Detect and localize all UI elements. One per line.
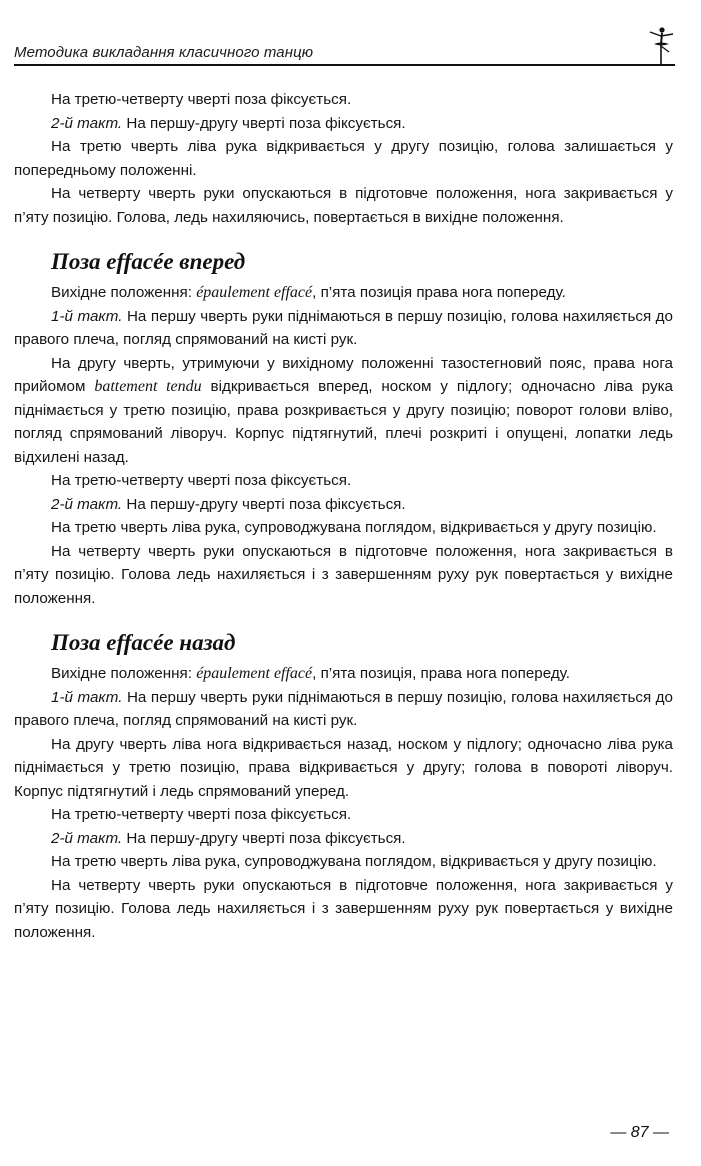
paragraph: 1-й такт. На першу чверть руки піднімаються в першу позицію, голова нахиляється до правого плеча, погляд спрямований на кисті рук.	[14, 688, 673, 729]
paragraph: Вихідне положення: épaulement effacé, п’ята позиція, права нога попереду.	[51, 665, 570, 682]
bar-label: 1-й такт.	[51, 307, 123, 325]
paragraph: На третю чверть ліва рука, супроводжувана поглядом, відкривається у другу позицію.	[51, 853, 657, 870]
paragraph: На третю-четверту чверті поза фіксується.	[51, 472, 352, 489]
paragraph: На третю-четверту чверті поза фіксується.	[51, 91, 352, 108]
section-heading-effacee-back: Поза effacée назад	[51, 630, 236, 655]
ballerina-icon	[647, 24, 675, 68]
paragraph: На четверту чверть руки опускаються в підготовче положення, нога закривається у п’яту позицію. Голова, ледь нахиляючись, повертається в вихідне положення.	[14, 185, 673, 226]
paragraph: 2-й такт. На першу-другу чверті поза фіксується.	[51, 114, 406, 132]
header-rule	[14, 64, 675, 66]
paragraph: На третю чверть ліва рука, супроводжувана поглядом, відкривається у другу позицію.	[51, 519, 657, 536]
bar-label: 2-й такт.	[51, 829, 123, 847]
paragraph: На третю-четверту чверті поза фіксується.	[51, 806, 352, 823]
running-header-title: Методика викладання класичного танцю	[14, 44, 314, 61]
paragraph: Вихідне положення: épaulement effacé, п’ята позиція права нога попереду.	[51, 284, 566, 301]
bar-label: 1-й такт.	[51, 688, 123, 706]
bar-label: 2-й такт.	[51, 495, 123, 513]
french-term: battement tendu	[94, 378, 202, 395]
paragraph: На четверту чверть руки опускаються в підготовче положення, нога закривається в п’яту позицію. Голова ледь нахиляється і з завершенням руху рук повертається у вихідне положення.	[14, 542, 673, 607]
paragraph: На другу чверть, утримуючи у вихідному положенні тазостегновий пояс, права нога прийомом battement tendu відкривається вперед, носком у підлогу; одночасно ліва рука піднімається у третю позицію, права розкривається у другу позицію; поворот голови вліво, погляд спрямований ліворуч. Корпус підтягнутий, плечі розкриті і опущені, лопатки ледь відхилені назад.	[14, 354, 674, 466]
page-number: — 87 —	[610, 1124, 669, 1141]
page-body	[14, 88, 673, 944]
paragraph: 2-й такт. На першу-другу чверті поза фіксується.	[51, 829, 406, 847]
bar-label: 2-й такт.	[51, 114, 123, 132]
paragraph: 2-й такт. На першу-другу чверті поза фіксується.	[51, 495, 406, 513]
paragraph: 1-й такт. На першу чверть руки піднімаються в першу позицію, голова нахиляється до правого плеча, погляд спрямований на кисті рук.	[14, 307, 673, 348]
paragraph: На четверту чверть руки опускаються в підготовче положення, нога закривається у п’яту позицію. Голова ледь нахиляється і з завершенням руху рук повертається у вихідне положення.	[14, 876, 673, 941]
french-term: épaulement effacé	[196, 284, 313, 301]
running-header	[14, 38, 675, 70]
french-term: épaulement effacé	[196, 665, 313, 682]
paragraph: На третю чверть ліва рука відкривається у другу позицію, голова залишається у попередньому положенні.	[14, 138, 673, 179]
section-heading-effacee-front: Поза effacée вперед	[51, 249, 246, 274]
paragraph: На другу чверть ліва нога відкривається назад, носком у підлогу; одночасно ліва рука піднімається у третю позицію, права відкривається у другу; голова в повороті ліворуч. Корпус підтягнутий і ледь спрямований уперед.	[14, 735, 673, 800]
